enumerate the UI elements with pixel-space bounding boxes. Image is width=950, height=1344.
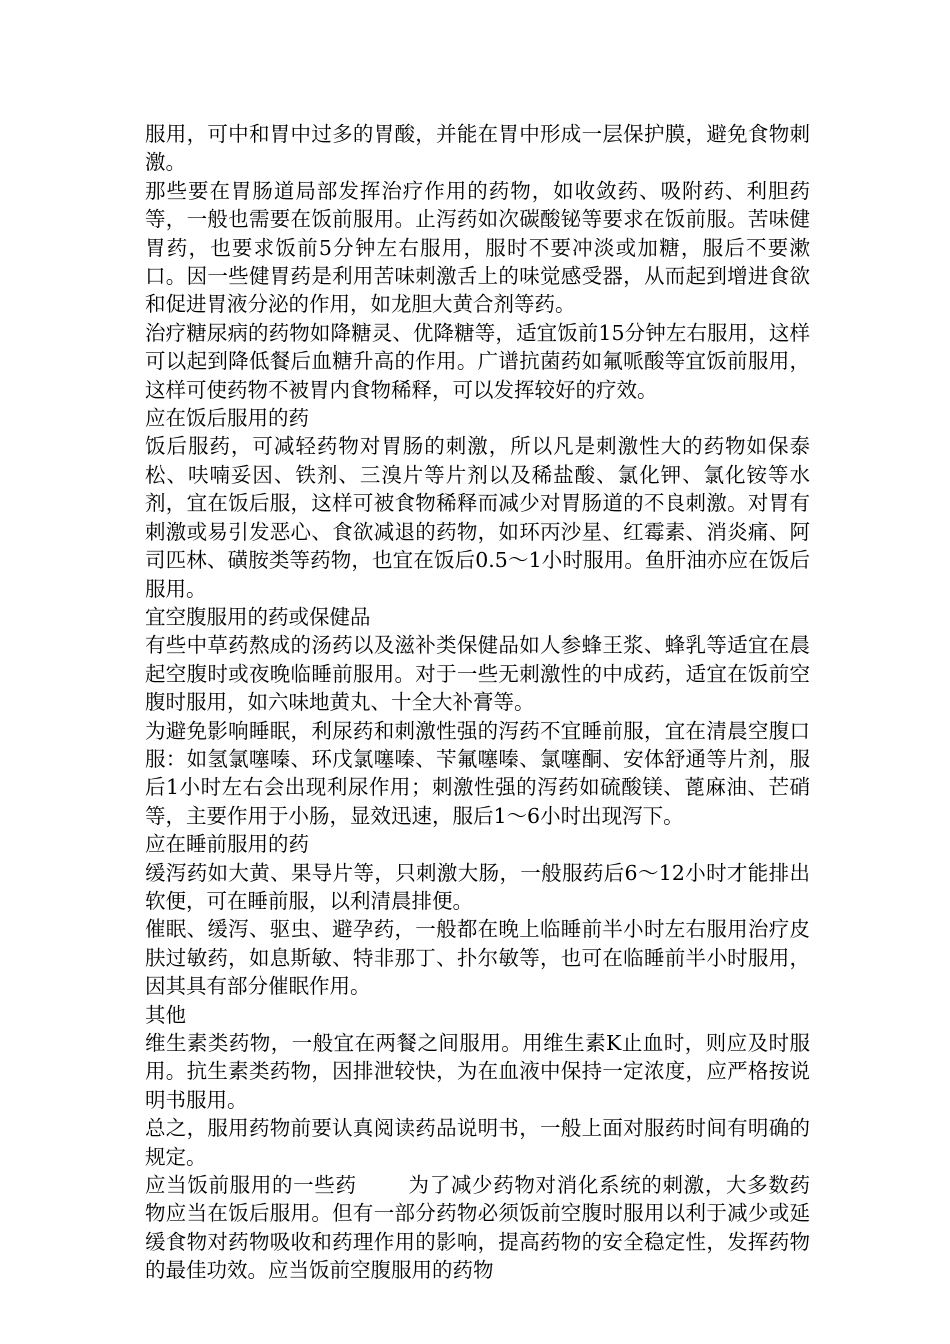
document-body [145, 120, 810, 1285]
paragraph-5: 有些中草药熬成的汤药以及滋补类保健品如人参蜂王浆、蜂乳等适宜在晨起空腹时或夜晚临睡前服用。对于一些无刺激性的中成药，适宜在饭前空腹时服用，如六味地黄丸、十全大补膏等。 [145, 633, 810, 715]
section-heading-bedtime: 应在睡前服用的药 [145, 832, 309, 857]
paragraph-9: 维生素类药物，一般宜在两餐之间服用。用维生素K止血时，则应及时服用。抗生素类药物，因排泄较快，为在血液中保持一定浓度，应严格按说明书服用。 [145, 1031, 810, 1112]
section-heading-after-meal: 应在饭后服用的药 [145, 406, 309, 431]
paragraph-2: 那些要在胃肠道局部发挥治疗作用的药物，如收敛药、吸附药、利胆药等，一般也需要在饭前服用。止泻药如次碳酸铋等要求在饭前服。苦味健胃药，也要求饭前5分钟左右服用，服时不要冲淡或加糖，服后不要漱口。因一些健胃药是利用苦味刺激舌上的味觉感受器，从而起到增进食欲和促进胃液分泌的作用，如龙胆大黄合剂等药。 [145, 178, 810, 317]
section-heading-other: 其他 [145, 1002, 186, 1027]
paragraph-1: 服用，可中和胃中过多的胃酸，并能在胃中形成一层保护膜，避免食物刺激。 [145, 122, 810, 175]
paragraph-7: 缓泻药如大黄、果导片等，只刺激大肠，一般服药后6～12小时才能排出软便，可在睡前服，以利清晨排便。 [145, 860, 810, 913]
paragraph-3: 治疗糖尿病的药物如降糖灵、优降糖等，适宜饭前15分钟左右服用，这样可以起到降低餐后血糖升高的作用。广谱抗菌药如氟哌酸等宜饭前服用，这样可使药物不被胃内食物稀释，可以发挥较好的疗效。 [145, 320, 810, 402]
paragraph-8: 催眠、缓泻、驱虫、避孕药，一般都在晚上临睡前半小时左右服用治疗皮肤过敏药，如息斯敏、特非那丁、扑尔敏等，也可在临睡前半小时服用，因其具有部分催眠作用。 [145, 917, 810, 999]
paragraph-10: 总之，服用药物前要认真阅读药品说明书，一般上面对服药时间有明确的规定。 [145, 1116, 810, 1169]
paragraph-6: 为避免影响睡眠，利尿药和刺激性强的泻药不宜睡前服，宜在清晨空腹口服：如氢氯噻嗪、环戊氯噻嗪、苄氟噻嗪、氯噻酮、安体舒通等片剂，服后1小时左右会出现利尿作用；刺激性强的泻药如硫酸镁、蓖麻油、芒硝等，主要作用于小肠，显效迅速，服后1～6小时出现泻下。 [145, 718, 810, 828]
inline-heading-before-meal: 应当饭前服用的一些药 [145, 1173, 357, 1198]
paragraph-11 [145, 1171, 810, 1285]
paragraph-11-body: 为了减少药物对消化系统的刺激，大多数药物应当在饭后服用。但有一部分药物必须饭前空腹时服用以利于减少或延缓食物对药物吸收和药理作用的影响，提高药物的安全稳定性，发挥药物的最佳功效。应当饭前空腹服用的药物 [145, 1173, 811, 1283]
section-heading-empty-stomach: 宜空腹服用的药或保健品 [145, 604, 371, 629]
paragraph-4: 饭后服药，可减轻药物对胃肠的刺激，所以凡是刺激性大的药物如保泰松、呋喃妥因、铁剂、三溴片等片剂以及稀盐酸、氯化钾、氯化铵等水剂，宜在饭后服，这样可被食物稀释而减少对胃肠道的不良刺激。对胃有刺激或易引发恶心、食欲减退的药物，如环丙沙星、红霉素、消炎痛、阿司匹林、磺胺类等药物，也宜在饭后0.5～1小时服用。鱼肝油亦应在饭后服用。 [145, 434, 810, 601]
